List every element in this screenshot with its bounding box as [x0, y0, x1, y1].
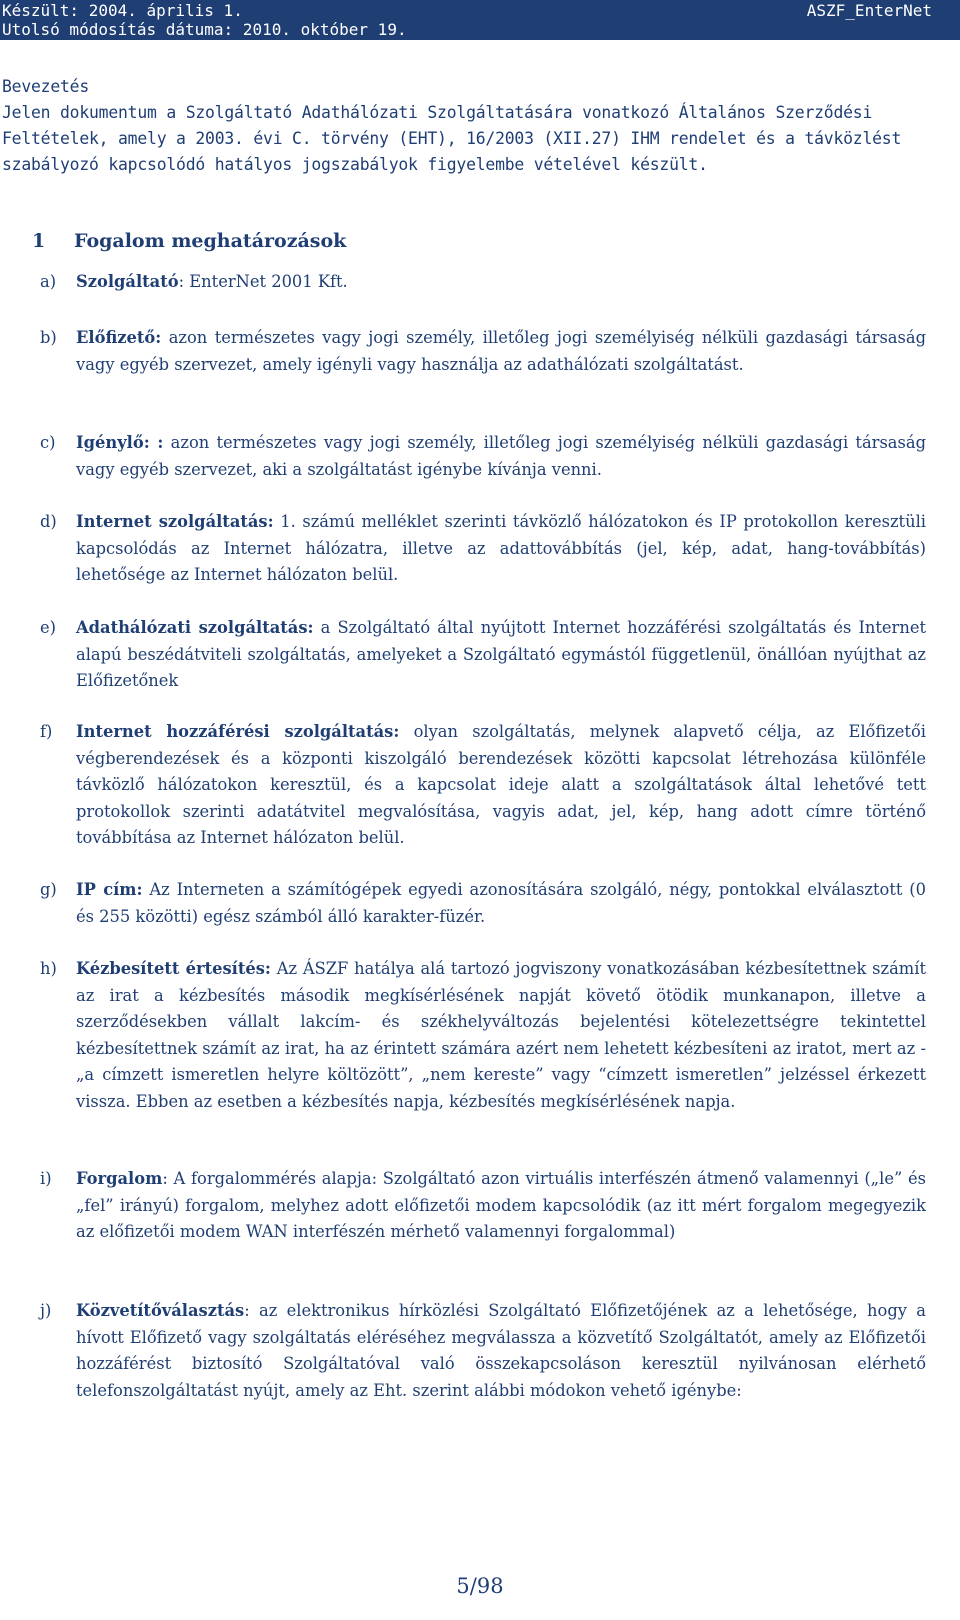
item-marker: i)	[40, 1169, 52, 1188]
item-text: Az ÁSZF hatálya alá tartozó jogviszony vonatkozásában kézbesítettnek számít az irat a kézbesítés második megkísérlésének napját követő ötödik munkanapon, illetve a szerződésekben vállalt lakcím- és székhelyváltozás bejelentési kötelezettségre tekintettel kézbesítettnek számít az irat, ha az érintett számára azért nem lehetett kézbesíteni az iratot, mert az - „a címzett ismeretlen helyre költözött”, „nem kereste” vagy “címzett ismeretlen” jelzéssel érkezett vissza. Ebben az esetben a kézbesítés napja, kézbesítés megkísérlésének napja.	[76, 959, 926, 1111]
document-id: ASZF_EnterNet	[806, 1, 932, 20]
item-term: Kézbesített értesítés:	[76, 959, 271, 978]
intro-line: szabályozó kapcsolódó hatályos jogszabályok figyelembe vételével készült.	[2, 155, 708, 174]
item-text: azon természetes vagy jogi személy, illetőleg jogi személyiség nélküli gazdasági társaság vagy egyéb szervezet, amely igényli vagy használja az adathálózati szolgáltatást.	[76, 328, 926, 374]
item-text: olyan szolgáltatás, melynek alapvető célja, az Előfizetői végberendezések és a központi kiszolgáló berendezések közötti kapcsolat létrehozása különféle távközlő hálózatokon keresztül, és a kapcsolat ideje alatt a szolgáltatások által lehetővé tett protokollok szerinti adatátvitel megvalósítása, vagyis adat, jel, kép, hang adott címre történő továbbítása az Internet hálózaton belül.	[76, 722, 926, 847]
definition-item	[40, 1166, 926, 1246]
introduction	[2, 74, 932, 178]
item-marker: f)	[40, 722, 53, 741]
item-text: Az Interneten a számítógépek egyedi azonosítására szolgáló, négy, pontokkal elválasztott (0 és 255 közötti) egész számból álló karakter-füzér.	[76, 880, 926, 926]
item-text: : EnterNet 2001 Kft.	[178, 272, 348, 291]
item-text: a Szolgáltató által nyújtott Internet hozzáférési szolgáltatás és Internet alapú beszédátviteli szolgáltatás, amelyeket a Szolgáltató egymástól függetlenül, önállóan nyújthat az Előfizetőnek	[76, 618, 926, 690]
created-date: Készült: 2004. április 1.	[2, 1, 243, 20]
definition-item	[40, 509, 926, 589]
item-term: Internet szolgáltatás:	[76, 512, 274, 531]
definition-item	[40, 1298, 926, 1404]
item-term: Adathálózati szolgáltatás:	[76, 618, 314, 637]
page-number: 5/98	[456, 1574, 504, 1598]
definition-item	[40, 430, 926, 483]
item-term: Előfizető:	[76, 328, 162, 347]
definition-item	[40, 325, 926, 378]
item-term: Közvetítőválasztás	[76, 1301, 245, 1320]
definition-item	[40, 269, 926, 296]
intro-title: Bevezetés	[2, 77, 90, 96]
item-term: IP cím:	[76, 880, 143, 899]
item-marker: d)	[40, 512, 57, 531]
item-marker: j)	[40, 1301, 52, 1320]
item-term: Forgalom	[76, 1169, 163, 1188]
item-marker: c)	[40, 433, 56, 452]
section-heading	[32, 230, 346, 252]
item-text: : A forgalommérés alapja: Szolgáltató azon virtuális interfészén átmenő valamennyi („le” és „fel” irányú) forgalom, melyhez adott előfizetői modem kapcsolódik (az itt mért forgalom megegyezik az előfizetői modem WAN interfészén mérhető valamennyi forgalommal)	[76, 1169, 926, 1241]
section-title: Fogalom meghatározások	[74, 230, 347, 252]
item-marker: e)	[40, 618, 56, 637]
definition-item	[40, 719, 926, 852]
modified-date: Utolsó módosítás dátuma: 2010. október 19.	[2, 20, 407, 39]
item-marker: a)	[40, 272, 57, 291]
item-text: 1. számú melléklet szerinti távközlő hálózatokon és IP protokollon keresztüli kapcsolódás az Internet hálózatra, illetve az adattovábbítás (jel, kép, adat, hang-továbbítás) lehetősége az Internet hálózaton belül.	[76, 512, 927, 584]
definition-item	[40, 956, 926, 1115]
definition-item	[40, 877, 926, 930]
item-term: Szolgáltató	[76, 272, 179, 291]
definition-item	[40, 615, 926, 695]
item-marker: g)	[40, 880, 57, 899]
item-marker: h)	[40, 959, 57, 978]
item-marker: b)	[40, 328, 57, 347]
item-text: azon természetes vagy jogi személy, illetőleg jogi személyiség nélküli gazdasági társaság vagy egyéb szervezet, aki a szolgáltatást igénybe kívánja venni.	[76, 433, 926, 479]
section-number: 1	[32, 230, 46, 252]
item-term: Internet hozzáférési szolgáltatás:	[76, 722, 400, 741]
intro-line: Jelen dokumentum a Szolgáltató Adathálózati Szolgáltatására vonatkozó Általános Szerződési	[2, 103, 873, 122]
document-header	[0, 0, 960, 40]
item-text: : az elektronikus hírközlési Szolgáltató Előfizetőjének az a lehetősége, hogy a hívott Előfizető vagy szolgáltatás eléréséhez megválassza a közvetítő Szolgáltatót, amely az Előfizetői hozzáférést biztosító Szolgáltatóval való összekapcsoláson keresztül nyilvánosan elérhető telefonszolgáltatást nyújt, amely az Eht. szerint alábbi módokon vehető igénybe:	[76, 1301, 926, 1400]
item-term: Igénylő: :	[76, 433, 164, 452]
intro-line: Feltételek, amely a 2003. évi C. törvény (EHT), 16/2003 (XII.27) IHM rendelet és a távközlést	[2, 129, 902, 148]
